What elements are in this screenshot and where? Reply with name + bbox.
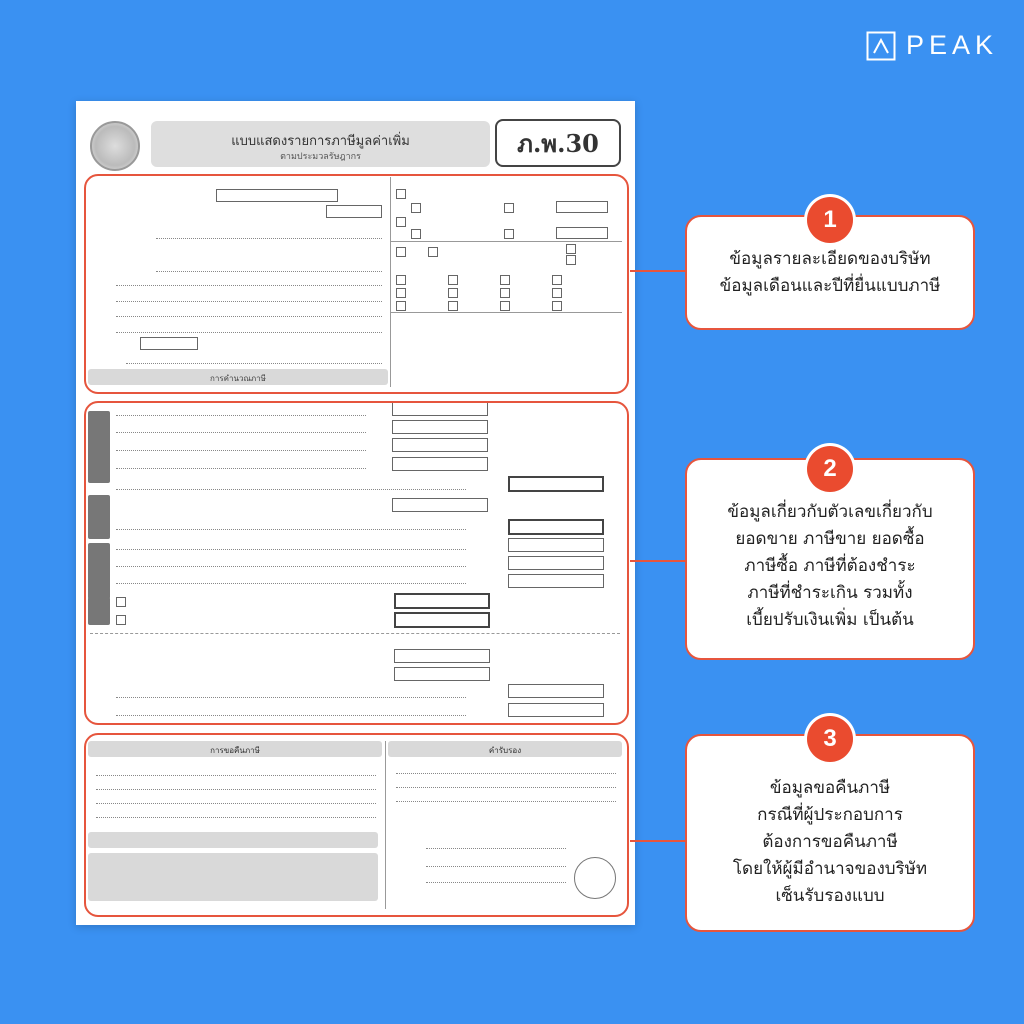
brand-name: PEAK — [906, 30, 999, 60]
section-2-outline — [84, 401, 629, 725]
form-subtitle: ตามประมวลรัษฎากร — [280, 152, 361, 162]
peak-logo-icon — [866, 31, 896, 61]
callout-2-badge: 2 — [807, 446, 853, 492]
section-3-outline — [84, 733, 629, 917]
callout-3 — [685, 734, 975, 932]
government-seal-icon — [90, 121, 140, 171]
certify-header: คำรับรอง — [488, 746, 522, 755]
section-1-outline — [84, 174, 629, 394]
callout-2-text: ข้อมูลเกี่ยวกับตัวเลขเกี่ยวกับ ยอดขาย ภาษีขาย ยอดซื้อ ภาษีซื้อ ภาษีที่ต้องชำระ ภาษีที่ชำระเกิน รวมทั้ง เบี้ยปรับเงินเพิ่ม เป็นต้น — [727, 501, 933, 630]
connector-2 — [630, 560, 686, 562]
callout-3-text: ข้อมูลขอคืนภาษี กรณีที่ผู้ประกอบการ ต้องการขอคืนภาษี โดยให้ผู้มีอำนาจของบริษัท เซ็นรับรองแบบ — [732, 777, 928, 906]
connector-1 — [630, 270, 686, 272]
vat-form-sheet — [76, 101, 635, 925]
callout-1-text: ข้อมูลรายละเอียดของบริษัท ข้อมูลเดือนและปีที่ยื่นแบบภาษี — [719, 248, 941, 296]
form-title: แบบแสดงรายการภาษีมูลค่าเพิ่ม — [231, 134, 410, 149]
form-code: ภ.พ.30 — [495, 119, 621, 167]
brand-logo — [866, 30, 998, 61]
connector-3 — [630, 840, 686, 842]
calc-label: การคำนวณภาษี — [210, 374, 266, 383]
form-title-bar — [151, 121, 490, 167]
callout-1-badge: 1 — [807, 197, 853, 243]
refund-header: การขอคืนภาษี — [210, 746, 260, 755]
callout-3-badge: 3 — [807, 716, 853, 762]
